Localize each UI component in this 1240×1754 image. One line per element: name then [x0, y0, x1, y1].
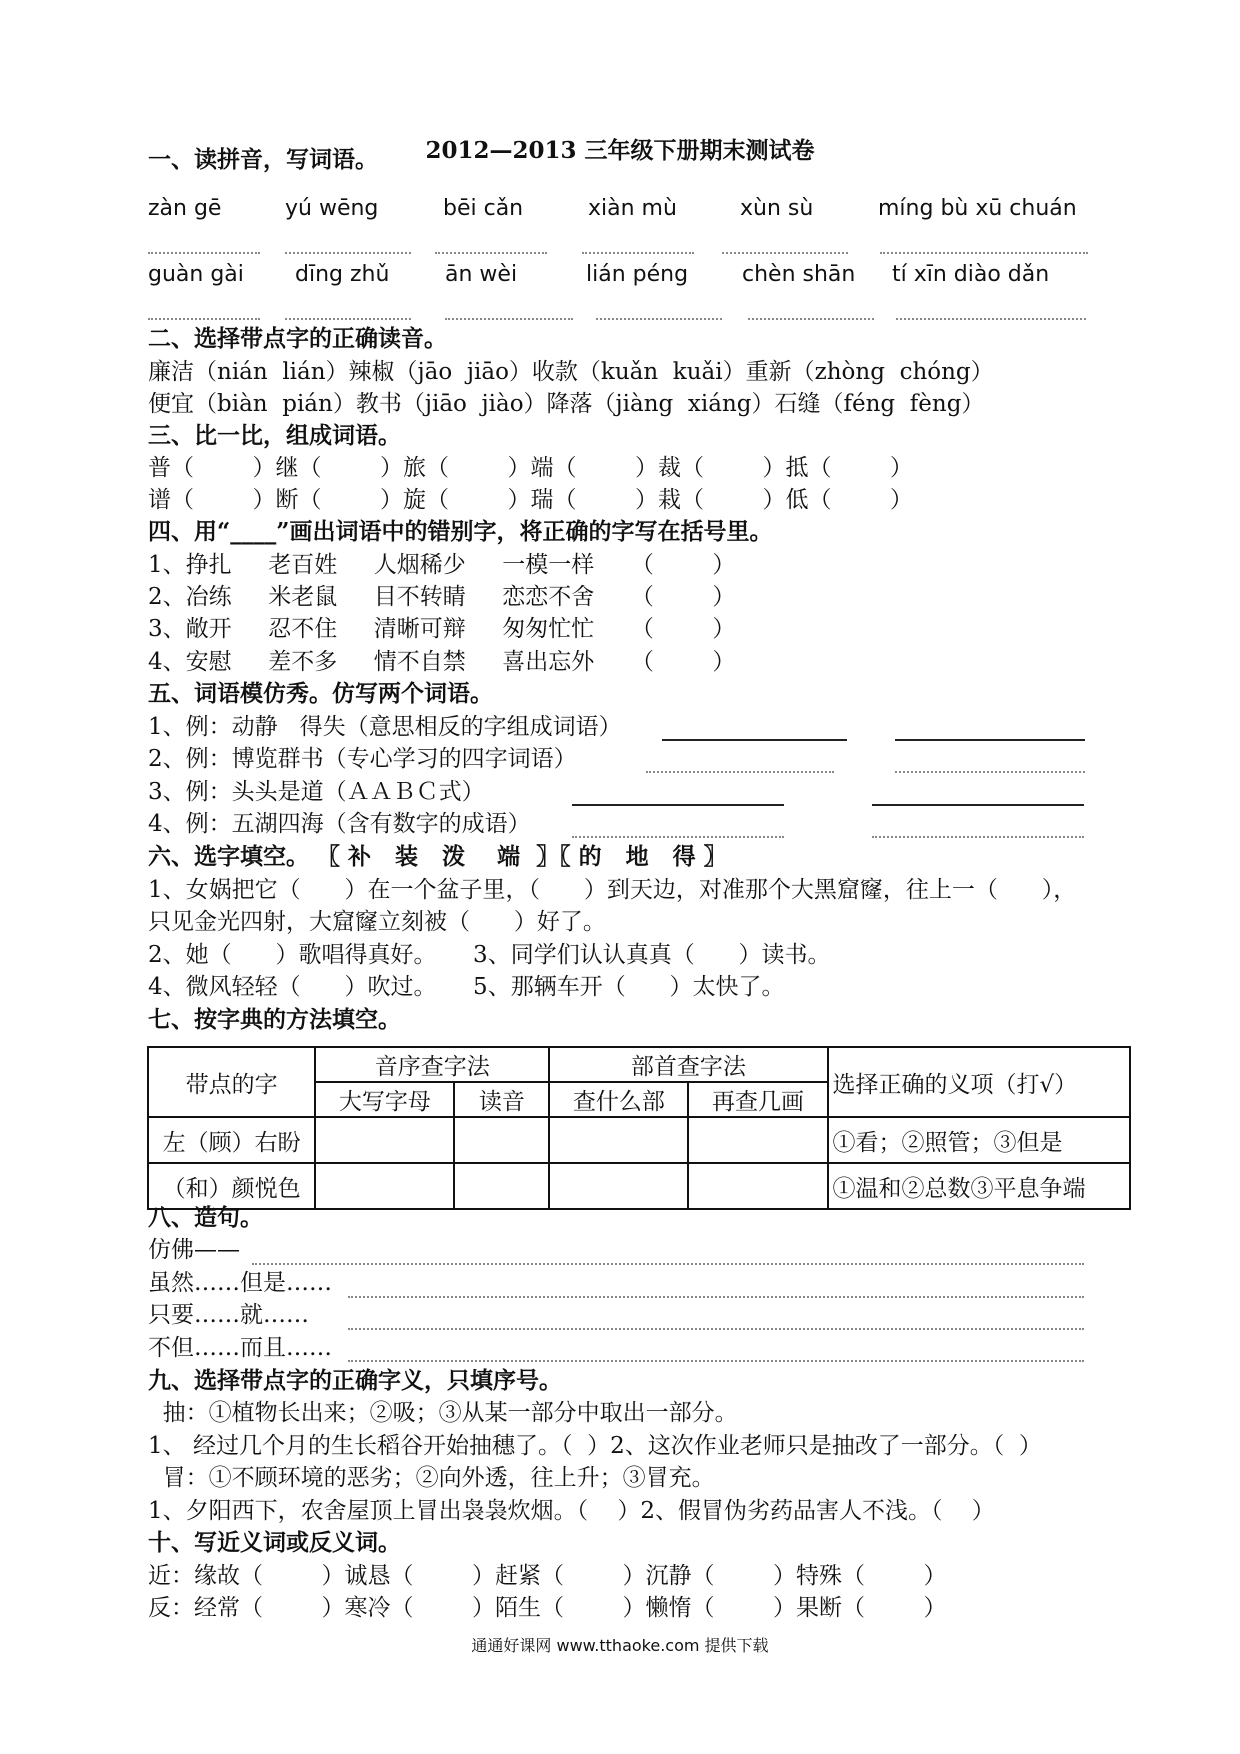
answer-blank[interactable]: [435, 252, 547, 254]
antonym-line: 反：经常（ ）寒冷（ ）陌生（ ）懒惰（ ）果断（ ）: [148, 1595, 947, 1621]
answer-blank[interactable]: [285, 252, 411, 254]
imitate-row: 2、例：博览群书（专心学习的四字词语）: [148, 746, 577, 772]
answer-cell[interactable]: [688, 1163, 827, 1209]
typo-row: 2、冶练 米老鼠 目不转睛 恋恋不舍 （ ）: [148, 584, 736, 610]
pinyin-item: ān wèi: [445, 262, 518, 287]
section-2-heading: 二、选择带点字的正确读音。: [148, 325, 447, 352]
pinyin-item: tí xīn diào dǎn: [892, 262, 1050, 287]
answer-cell[interactable]: [549, 1117, 688, 1163]
section-3-heading: 三、比一比，组成词语。: [148, 422, 401, 449]
compare-line: 普（ ）继（ ）旅（ ）端（ ）裁（ ）抵（ ）: [148, 455, 913, 481]
header-choose: 选择正确的义项（打√）: [828, 1047, 1131, 1117]
pinyin-item: dīng zhǔ: [295, 262, 390, 287]
fill-line: 2、她（ ）歌唱得真好。 3、同学们认认真真（ ）读书。: [148, 942, 831, 968]
pinyin-item: lián péng: [586, 262, 689, 287]
answer-cell[interactable]: [549, 1163, 688, 1209]
answer-cell[interactable]: [454, 1163, 549, 1209]
fill-line: 1、女娲把它（ ）在一个盆子里，（ ）到天边，对准那个大黑窟窿，往上一（ ），: [148, 877, 1077, 903]
sentence-line[interactable]: [348, 1360, 1084, 1362]
question-line: 1、 经过几个月的生长稻谷开始抽穗了。（ ）2、这次作业老师只是抽改了一部分。（ ）: [148, 1433, 1042, 1459]
compare-line: 谱（ ）断（ ）旋（ ）瑞（ ）栽（ ）低（ ）: [148, 487, 913, 513]
answer-line[interactable]: [646, 771, 834, 773]
sentence-line[interactable]: [348, 1296, 1084, 1298]
answer-line[interactable]: [572, 804, 784, 806]
answer-blank[interactable]: [148, 318, 260, 320]
pinyin-item: yú wēng: [285, 196, 379, 221]
sentence-item: 虽然……但是……: [148, 1270, 332, 1296]
sentence-item: 仿佛——: [148, 1237, 240, 1263]
answer-blank[interactable]: [596, 318, 722, 320]
section-10-heading: 十、写近义词或反义词。: [148, 1529, 401, 1556]
pinyin-row-2: [0, 262, 1240, 292]
answer-blank[interactable]: [148, 252, 260, 254]
pinyin-item: guàn gài: [148, 262, 244, 287]
footer-credit: 通通好课网 www.tthaoke.com 提供下载: [471, 1636, 769, 1655]
synonym-line: 近：缘故（ ）诚恳（ ）赶紧（ ）沉静（ ）特殊（ ）: [148, 1563, 947, 1589]
definition-line: 抽：①植物长出来；②吸；③从某一部分中取出一部分。: [148, 1400, 738, 1426]
reading-choice-line: 便宜（biàn pián）教书（jiāo jiào）降落（jiàng xiáng）石缝（féng fèng）: [148, 391, 985, 417]
answer-blank[interactable]: [722, 252, 848, 254]
answer-cell[interactable]: [688, 1117, 827, 1163]
imitate-row: 4、例：五湖四海（含有数字的成语）: [148, 811, 531, 837]
question-line: 1、夕阳西下，农舍屋顶上冒出袅袅炊烟。（ ）2、假冒伪劣药品害人不浅。（ ）: [148, 1498, 995, 1524]
header-radical: 查什么部: [549, 1082, 688, 1117]
fill-line: 只见金光四射，大窟窿立刻被（ ）好了。: [148, 909, 606, 935]
answer-blank[interactable]: [880, 252, 1088, 254]
answer-line[interactable]: [872, 836, 1084, 838]
header-sound: 读音: [454, 1082, 549, 1117]
answer-line[interactable]: [662, 739, 847, 741]
answer-line[interactable]: [895, 739, 1085, 741]
pinyin-item: míng bù xū chuán: [878, 196, 1077, 221]
section-9-heading: 九、选择带点字的正确字义，只填序号。: [148, 1367, 562, 1394]
section-1-heading: 一、读拼音，写词语。: [148, 146, 378, 173]
reading-choice-line: 廉洁（nián lián）辣椒（jāo jiāo）收款（kuǎn kuǎi）重新（zhòng chóng）: [148, 359, 994, 385]
answer-line[interactable]: [895, 771, 1085, 773]
pinyin-item: bēi cǎn: [443, 196, 524, 221]
sentence-line[interactable]: [348, 1328, 1084, 1330]
dictionary-table: [147, 1046, 1131, 1210]
section-4-heading: 四、用“____”画出词语中的错别字，将正确的字写在括号里。: [148, 518, 773, 545]
imitate-row: 3、例：头头是道（ＡＡＢＣ式）: [148, 779, 485, 805]
answer-line[interactable]: [872, 804, 1084, 806]
header-upper: 大写字母: [315, 1082, 454, 1117]
imitate-row: 1、例：动静 得失（意思相反的字组成词语）: [148, 714, 622, 740]
answer-blank[interactable]: [896, 318, 1086, 320]
sentence-item: 只要……就……: [148, 1302, 309, 1328]
answer-blank[interactable]: [582, 252, 694, 254]
section-5-heading: 五、词语模仿秀。仿写两个词语。: [148, 680, 493, 707]
row-choose: ①温和②总数③平息争端: [828, 1163, 1131, 1209]
definition-line: 冒：①不顾环境的恶劣；②向外透，往上升；③冒充。: [148, 1465, 715, 1491]
fill-line: 4、微风轻轻（ ）吹过。 5、那辆车开（ ）太快了。: [148, 974, 785, 1000]
pinyin-item: xiàn mù: [588, 196, 677, 221]
typo-row: 4、安慰 差不多 情不自禁 喜出忘外 （ ）: [148, 649, 736, 675]
typo-row: 1、挣扎 老百姓 人烟稀少 一模一样 （ ）: [148, 552, 736, 578]
pinyin-item: zàn gē: [148, 196, 222, 221]
row-char: 左（顾）右盼: [148, 1117, 315, 1163]
header-char: 带点的字: [148, 1047, 315, 1117]
answer-cell[interactable]: [315, 1163, 454, 1209]
sentence-item: 不但……而且……: [148, 1335, 332, 1361]
answer-blank[interactable]: [748, 318, 874, 320]
header-strokes: 再查几画: [688, 1082, 827, 1117]
row-char: （和）颜悦色: [148, 1163, 315, 1209]
pinyin-row-1: [0, 196, 1240, 226]
pinyin-item: chèn shān: [742, 262, 856, 287]
answer-blank[interactable]: [445, 318, 573, 320]
page-title: 2012—2013 三年级下册期末测试卷: [425, 137, 815, 164]
header-bushou: 部首查字法: [549, 1047, 827, 1082]
row-choose: ①看；②照管；③但是: [828, 1117, 1131, 1163]
typo-row: 3、敞开 忍不住 清晰可辩 匆匆忙忙 （ ）: [148, 616, 736, 642]
answer-line[interactable]: [572, 836, 784, 838]
answer-blank[interactable]: [285, 318, 411, 320]
sentence-line[interactable]: [252, 1263, 1084, 1265]
section-8-heading: 八、造句。: [148, 1204, 263, 1231]
section-6-heading: 六、选字填空。 〖 补 装 泼 端 〗〖 的 地 得 〗: [148, 843, 727, 870]
answer-cell[interactable]: [454, 1117, 549, 1163]
section-7-heading: 七、按字典的方法填空。: [148, 1006, 401, 1033]
pinyin-item: xùn sù: [740, 196, 814, 221]
header-yinxu: 音序查字法: [315, 1047, 549, 1082]
answer-cell[interactable]: [315, 1117, 454, 1163]
